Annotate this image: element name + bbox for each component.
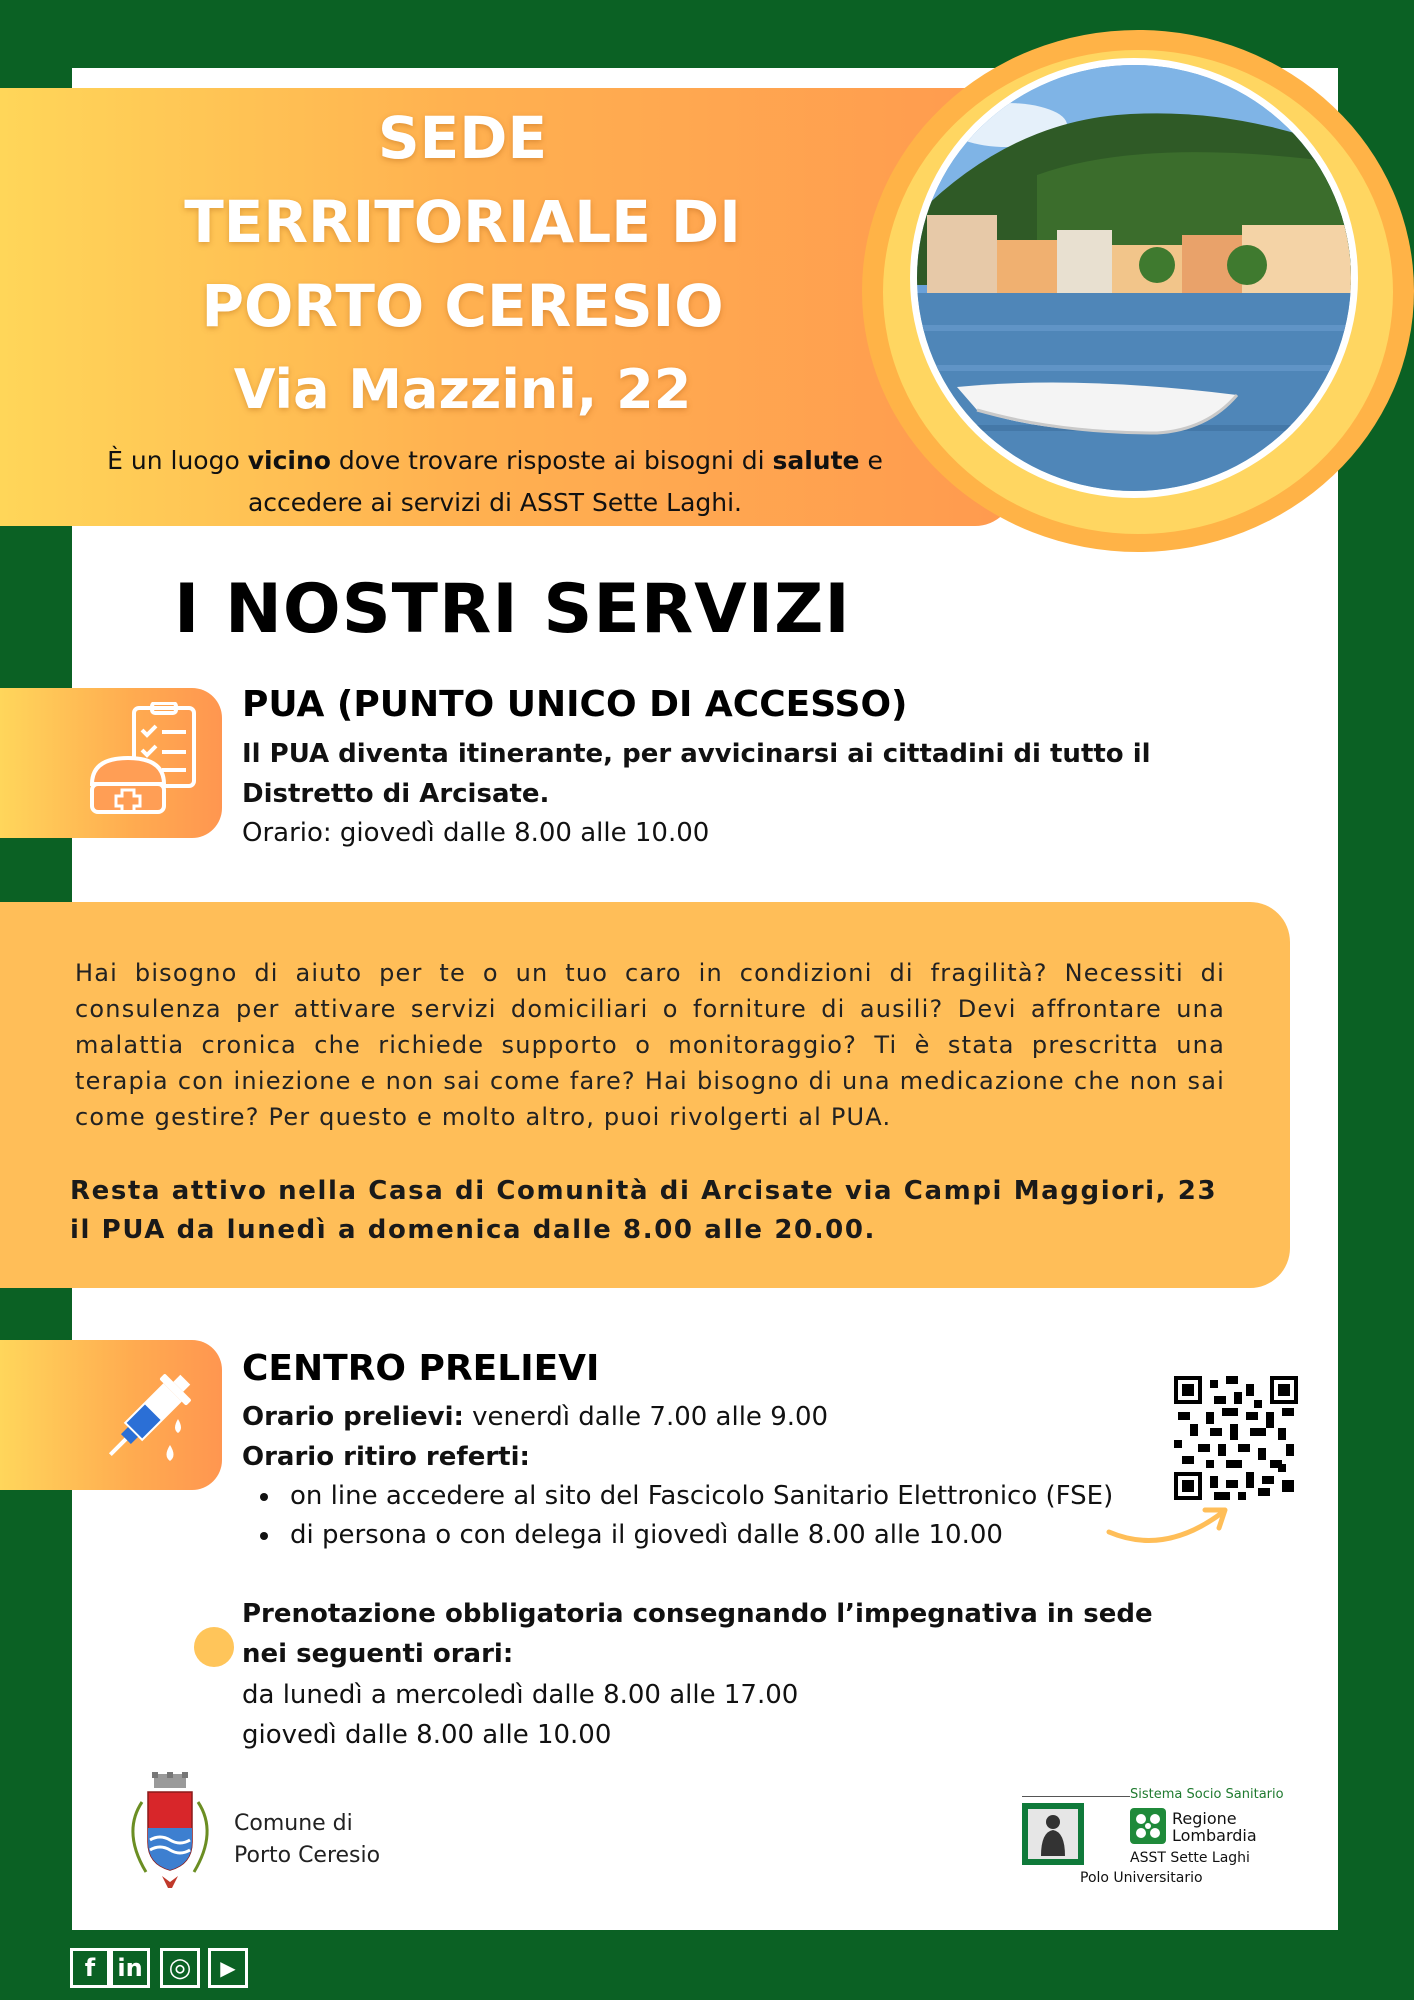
callout-bold-line: il PUA da lunedì a domenica dalle 8.00 alle 20.00.	[70, 1215, 877, 1245]
title-line-3: PORTO CERESIO	[201, 272, 724, 340]
title-line-1: SEDE	[377, 104, 548, 172]
facebook-icon[interactable]: f	[70, 1948, 110, 1988]
regione-name	[1172, 1810, 1257, 1844]
qr-code[interactable]	[1174, 1376, 1298, 1504]
intro-part: È un luogo	[107, 446, 248, 475]
intro-part: e accedere ai servizi di ASST Sette Laghi.	[247, 446, 883, 517]
pua-callout-bold	[70, 1172, 1250, 1250]
comune-line: Porto Ceresio	[234, 1843, 381, 1868]
asst-seal-icon	[1022, 1803, 1084, 1865]
address: Via Mazzini, 22	[233, 358, 692, 421]
comune-name	[234, 1808, 380, 1872]
prelievi-heading: CENTRO PRELIEVI	[242, 1348, 600, 1389]
list-item: di persona o con delega il giovedì dalle 8.00 alle 10.00	[242, 1516, 1142, 1555]
prelievi-hours	[242, 1397, 828, 1437]
intro-bold: vicino	[247, 446, 331, 475]
comune-line: Comune di	[234, 1811, 353, 1836]
arrow-icon	[1105, 1500, 1235, 1564]
bullet-dot	[194, 1627, 234, 1667]
comune-crest-icon	[116, 1772, 224, 1896]
intro-part: dove trovare risposte ai bisogni di	[330, 446, 773, 475]
referti-label: Orario ritiro referti:	[242, 1442, 530, 1472]
youtube-icon[interactable]: ▶	[208, 1948, 248, 1988]
pua-heading: PUA (PUNTO UNICO DI ACCESSO)	[242, 684, 908, 725]
prelievi-label: Orario prelievi:	[242, 1402, 464, 1432]
title-line-2: TERRITORIALE DI	[184, 188, 741, 256]
system-label: Sistema Socio Sanitario	[1130, 1787, 1284, 1802]
intro-bold: salute	[772, 446, 860, 475]
regione-line: Lombardia	[1172, 1826, 1257, 1845]
referti-list	[242, 1477, 1142, 1555]
polo-label: Polo Universitario	[1080, 1870, 1203, 1886]
divider	[1022, 1796, 1130, 1797]
callout-bold-line: Resta attivo nella Casa di Comunità di Arcisate via Campi Maggiori, 23	[70, 1176, 1218, 1206]
asst-name: ASST Sette Laghi	[1130, 1850, 1250, 1866]
list-item: on line accedere al sito del Fascicolo Sanitario Elettronico (FSE)	[242, 1477, 1142, 1516]
instagram-icon[interactable]: ◎	[160, 1948, 200, 1988]
services-title: I NOSTRI SERVIZI	[174, 570, 851, 649]
lake-photo	[910, 58, 1358, 498]
linkedin-icon[interactable]: in	[110, 1948, 150, 1988]
pua-callout-text: Hai bisogno di aiuto per te o un tuo caro in condizioni di fragilità? Necessiti di consulenza per attivare servizi domiciliari o forniture di ausili? Devi affrontare una malattia cronica che richiede supporto o monitoraggio? Ti è stata prescritta una terapia con iniezione e non sai come fare? Hai bisogno di una medicazione che non sai come gestire? Per questo e molto altro, puoi rivolgerti al PUA.	[75, 959, 1225, 1131]
prelievi-value: venerdì dalle 7.00 alle 9.00	[463, 1402, 829, 1432]
pua-hours: Orario: giovedì dalle 8.00 alle 10.00	[242, 818, 710, 848]
booking-hours-1: da lunedì a mercoledì dalle 8.00 alle 17.00	[242, 1680, 799, 1710]
booking-hours-2: giovedì dalle 8.00 alle 10.00	[242, 1720, 612, 1750]
intro-text	[80, 440, 910, 524]
page-title	[90, 96, 835, 432]
nurse-checklist-icon	[88, 702, 200, 824]
booking-notice: Prenotazione obbligatoria consegnando l’impegnativa in sede nei seguenti orari:	[242, 1599, 1153, 1669]
pua-description: Il PUA diventa itinerante, per avvicinarsi ai cittadini di tutto il Distretto di Arcisate.	[242, 739, 1151, 809]
regione-logo-icon	[1130, 1808, 1166, 1844]
regione-line: Regione	[1172, 1809, 1237, 1828]
syringe-icon	[90, 1365, 200, 1479]
